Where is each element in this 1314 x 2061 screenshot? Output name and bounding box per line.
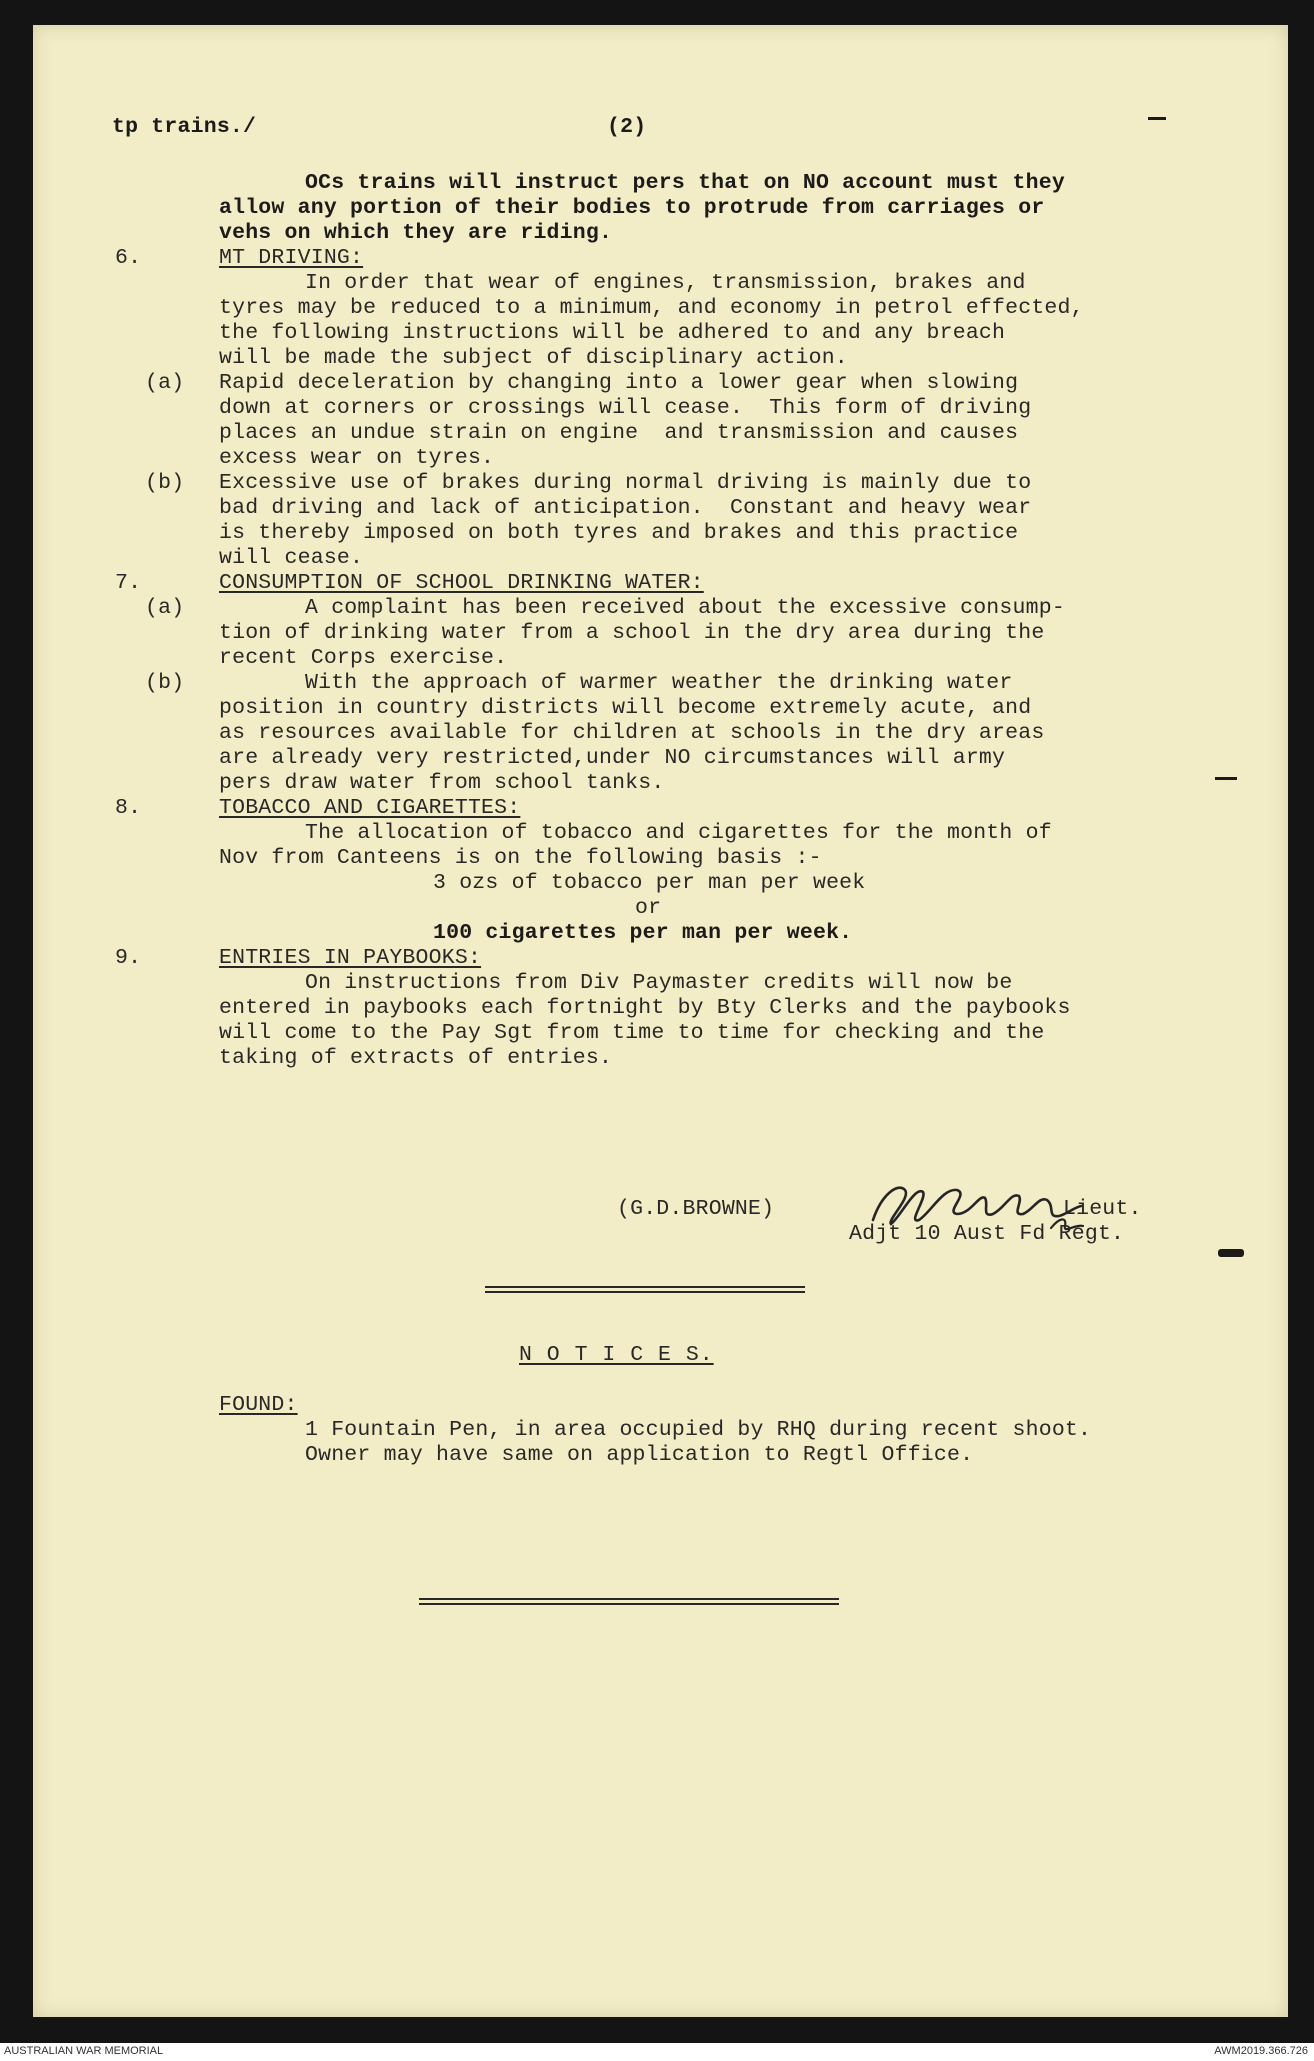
section-8-body-2: Nov from Canteens is on the following basis :- <box>219 846 822 870</box>
section-6-body-3: the following instructions will be adhered to and any breach <box>219 321 1006 345</box>
section-6a-line-4: excess wear on tyres. <box>219 446 495 470</box>
section-7b-line-2: position in country districts will become extremely acute, and <box>219 696 1032 720</box>
section-7b-label: (b) <box>145 671 185 695</box>
continued-from-previous: tp trains./ <box>112 115 257 139</box>
section-7-number: 7. <box>115 571 142 595</box>
document-page <box>33 25 1288 2017</box>
section-6b-line-2: bad driving and lack of anticipation. Constant and heavy wear <box>219 496 1032 520</box>
section-7b-line-1: With the approach of warmer weather the drinking water <box>305 671 1013 695</box>
section-6-body-1: In order that wear of engines, transmission, brakes and <box>305 271 1026 295</box>
footer-reference: AWM2019.366.726 <box>1214 2045 1308 2057</box>
intro-line-3: vehs on which they are riding. <box>219 221 613 245</box>
intro-line-1: OCs trains will instruct pers that on NO account must they <box>305 171 1065 195</box>
section-7b-line-5: pers draw water from school tanks. <box>219 771 665 795</box>
signatory-title: Adjt 10 Aust Fd Regt. <box>849 1222 1125 1246</box>
section-7a-line-1: A complaint has been received about the excessive consump- <box>305 596 1065 620</box>
ink-mark <box>1215 777 1237 780</box>
section-7a-line-2: tion of drinking water from a school in the dry area during the <box>219 621 1045 645</box>
archive-footer <box>0 2043 1314 2061</box>
section-6a-line-3: places an undue strain on engine and transmission and causes <box>219 421 1019 445</box>
section-6-heading: MT DRIVING: <box>219 246 364 270</box>
section-8-number: 8. <box>115 796 142 820</box>
section-divider <box>485 1286 805 1293</box>
section-7a-label: (a) <box>145 596 185 620</box>
ink-mark <box>1148 117 1166 120</box>
section-6-body-4: will be made the subject of disciplinary action. <box>219 346 848 370</box>
section-6b-line-4: will cease. <box>219 546 364 570</box>
section-6b-line-1: Excessive use of brakes during normal driving is mainly due to <box>219 471 1032 495</box>
section-7a-line-3: recent Corps exercise. <box>219 646 508 670</box>
section-6a-line-1: Rapid deceleration by changing into a lower gear when slowing <box>219 371 1019 395</box>
section-8-heading: TOBACCO AND CIGARETTES: <box>219 796 521 820</box>
signatory-rank: Lieut. <box>1063 1197 1142 1221</box>
end-divider <box>419 1598 839 1605</box>
found-line-2: Owner may have same on application to Regtl Office. <box>305 1443 974 1467</box>
section-9-body-3: will come to the Pay Sgt from time to time for checking and the <box>219 1021 1045 1045</box>
section-9-body-1: On instructions from Div Paymaster credits will now be <box>305 971 1013 995</box>
cigarette-allocation: 100 cigarettes per man per week. <box>433 921 853 945</box>
section-6a-line-2: down at corners or crossings will cease. This form of driving <box>219 396 1032 420</box>
section-6-body-2: tyres may be reduced to a minimum, and economy in petrol effected, <box>219 296 1084 320</box>
section-6b-label: (b) <box>145 471 185 495</box>
page-number: (2) <box>607 115 647 139</box>
section-6-number: 6. <box>115 246 142 270</box>
notices-title: N O T I C E S. <box>519 1343 714 1367</box>
allocation-or: or <box>635 896 662 920</box>
section-8-body-1: The allocation of tobacco and cigarettes for the month of <box>305 821 1052 845</box>
footer-institution: AUSTRALIAN WAR MEMORIAL <box>4 2045 164 2057</box>
section-6a-label: (a) <box>145 371 185 395</box>
section-7b-line-4: are already very restricted,under NO circumstances will army <box>219 746 1006 770</box>
intro-line-2: allow any portion of their bodies to protrude from carriages or <box>219 196 1045 220</box>
section-9-heading: ENTRIES IN PAYBOOKS: <box>219 946 482 970</box>
section-7-heading: CONSUMPTION OF SCHOOL DRINKING WATER: <box>219 571 704 595</box>
section-9-body-4: taking of extracts of entries. <box>219 1046 613 1070</box>
found-line-1: 1 Fountain Pen, in area occupied by RHQ during recent shoot. <box>305 1418 1092 1442</box>
section-9-number: 9. <box>115 946 142 970</box>
section-7b-line-3: as resources available for children at schools in the dry areas <box>219 721 1045 745</box>
section-9-body-2: entered in paybooks each fortnight by Bty Clerks and the paybooks <box>219 996 1071 1020</box>
found-label: FOUND: <box>219 1393 298 1417</box>
signatory-name: (G.D.BROWNE) <box>617 1197 775 1221</box>
ink-mark <box>1218 1249 1244 1257</box>
tobacco-allocation: 3 ozs of tobacco per man per week <box>433 871 866 895</box>
section-6b-line-3: is thereby imposed on both tyres and brakes and this practice <box>219 521 1019 545</box>
